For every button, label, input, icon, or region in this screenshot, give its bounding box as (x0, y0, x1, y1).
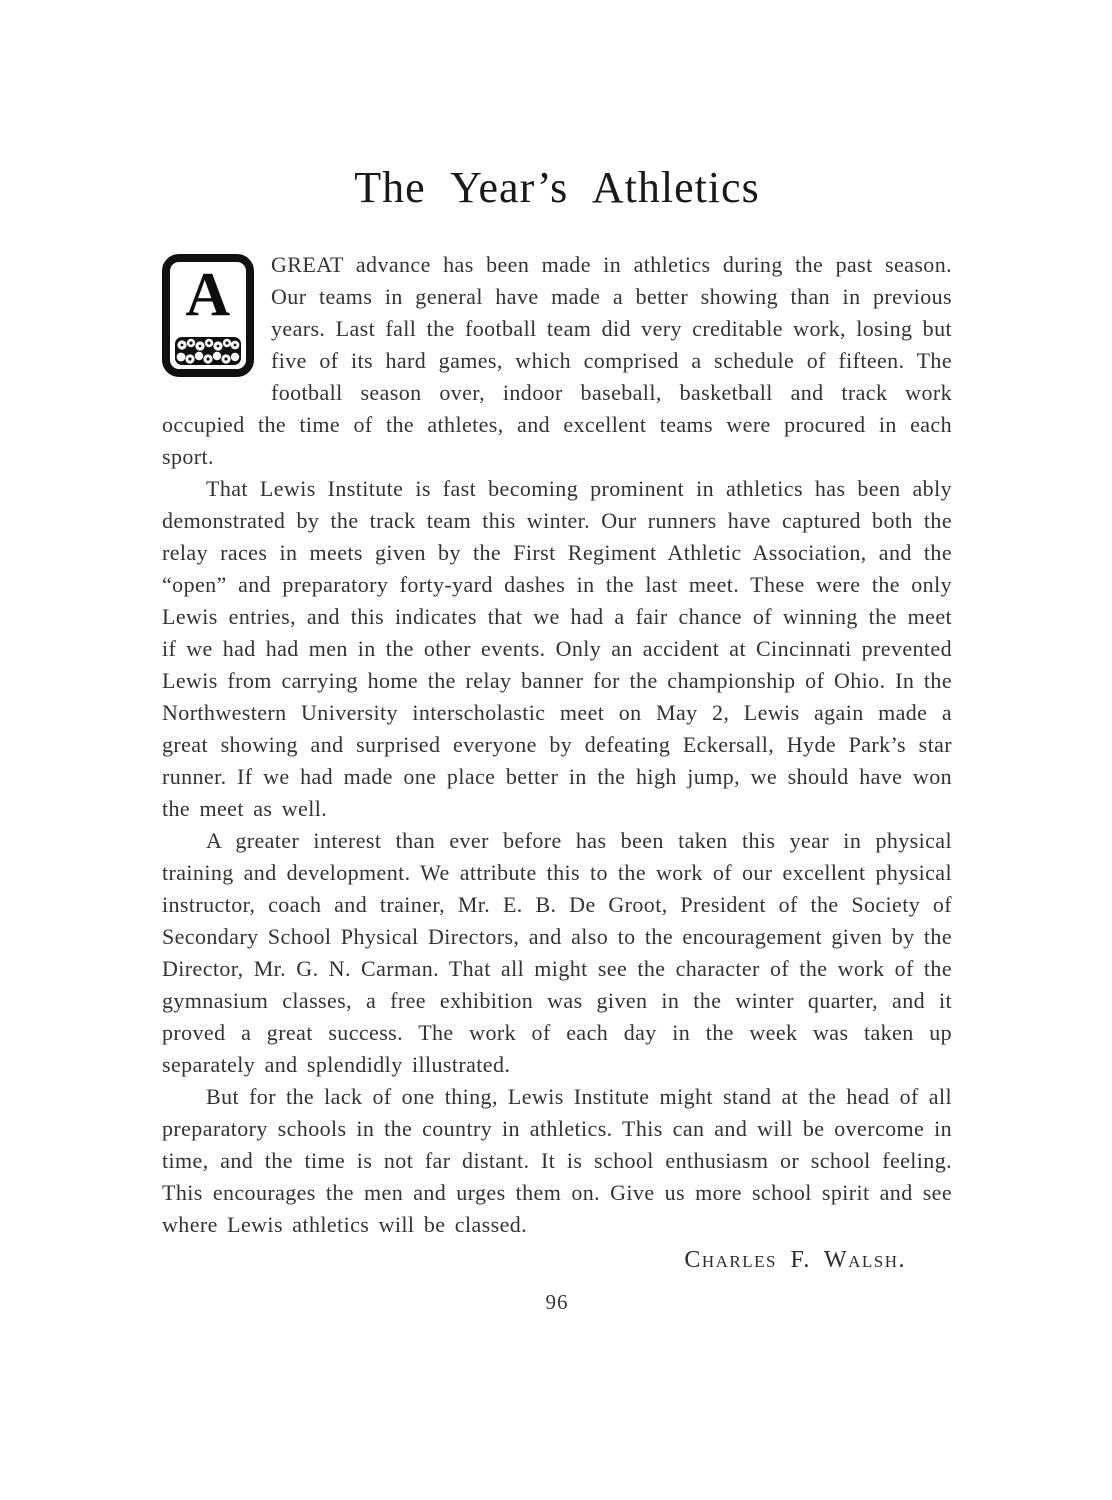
page-title: The Year’s Athletics (354, 163, 760, 212)
page-content (162, 162, 952, 1315)
author-signature: Charles F. Walsh. (684, 1247, 906, 1273)
floral-ornament-icon (175, 337, 241, 365)
paragraph-4: But for the lack of one thing, Lewis Institute might stand at the head of all preparatory schools in the country in athletics. This can and will be overcome in time, and the time is not far distant. It is school enthusiasm or school feeling. This encourages the men and urges them on. Give us more school spirit and see where Lewis athletics will be classed. (162, 1084, 952, 1237)
paragraph-3: A greater interest than ever before has been taken this year in physical training and development. We attribute this to the work of our excellent physical instructor, coach and trainer, Mr. E. B. De Groot, President of the Society of Secondary School Physical Directors, and also to the encouragement given by the Director, Mr. G. N. Carman. That all might see the character of the work of the gymnasium classes, a free exhibition was given in the winter quarter, and it proved a great success. The work of each day in the week was taken up separately and splendidly illustrated. (162, 828, 952, 1077)
paragraph-1 (162, 249, 952, 473)
page-number: 96 (545, 1290, 569, 1314)
drop-cap-letter: A (185, 261, 231, 329)
drop-cap (162, 254, 254, 377)
paragraph-2: That Lewis Institute is fast becoming prominent in athletics has been ably demonstrated by the track team this winter. Our runners have captured both the relay races in meets given by the First Regiment Athletic Association, and the “open” and preparatory forty-yard dashes in the last meet. These were the only Lewis entries, and this indicates that we had a fair chance of winning the meet if we had had men in the other events. Only an accident at Cincinnati prevented Lewis from carrying home the relay banner for the championship of Ohio. In the Northwestern University interscholastic meet on May 2, Lewis again made a great showing and surprised everyone by defeating Eckersall, Hyde Park’s star runner. If we had made one place better in the high jump, we should have won the meet as well. (162, 476, 952, 821)
paragraph-1-text: GREAT advance has been made in athletics during the past season. Our teams in general have made a better showing than in previous years. Last fall the football team did very creditable work, losing but five of its hard games, which comprised a schedule of fifteen. The football season over, indoor baseball, basketball and track work occupied the time of the athletes, and excellent teams were procured in each sport. (162, 252, 952, 469)
